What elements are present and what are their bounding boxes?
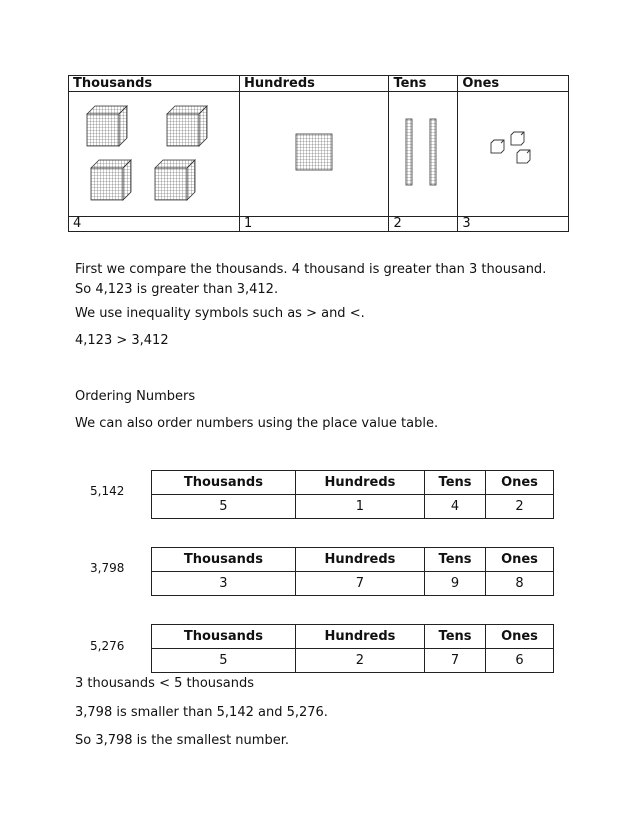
value-hundreds: 1 [239,217,389,232]
one-cubes-illustration [483,127,543,177]
number-label: 5,276 [90,639,125,653]
place-value-table [151,547,554,596]
value-tens: 9 [425,572,486,596]
value-thousands: 5 [152,495,296,519]
value-ones: 3 [458,217,569,232]
inequality-example: 4,123 > 3,412 [75,333,169,348]
header-thousands: Thousands [152,625,296,649]
value-ones: 2 [486,495,554,519]
hundreds-flat-cell [239,92,389,217]
header-ones: Ones [458,76,569,92]
tens-rods-cell [389,92,458,217]
header-ones: Ones [486,625,554,649]
value-tens: 7 [425,649,486,673]
header-ones: Ones [486,548,554,572]
header-thousands: Thousands [152,548,296,572]
number-label: 3,798 [90,561,125,575]
compare-paragraph: First we compare the thousands. 4 thousand is greater than 3 thousand. So 4,123 is greater than 3,412. [75,262,547,297]
header-hundreds: Hundreds [295,471,424,495]
value-thousands: 3 [152,572,296,596]
value-hundreds: 1 [295,495,424,519]
place-value-table [151,624,554,673]
value-ones: 8 [486,572,554,596]
header-thousands: Thousands [69,76,240,92]
ten-rods-illustration [398,117,448,187]
header-ones: Ones [486,471,554,495]
header-hundreds: Hundreds [239,76,389,92]
header-tens: Tens [425,625,486,649]
value-thousands: 4 [69,217,240,232]
place-value-table-blocks [68,75,569,232]
number-label: 5,142 [90,484,125,498]
conclusion-3: So 3,798 is the smallest number. [75,733,289,748]
value-thousands: 5 [152,649,296,673]
value-ones: 6 [486,649,554,673]
value-tens: 4 [425,495,486,519]
header-thousands: Thousands [152,471,296,495]
place-value-table [151,470,554,519]
header-hundreds: Hundreds [295,548,424,572]
hundred-flat-illustration [294,132,334,172]
thousand-cubes-illustration [71,92,236,212]
header-tens: Tens [425,548,486,572]
section-heading: Ordering Numbers [75,389,196,404]
header-tens: Tens [389,76,458,92]
header-tens: Tens [425,471,486,495]
ones-cubes-cell [458,92,569,217]
value-tens: 2 [389,217,458,232]
conclusion-2: 3,798 is smaller than 5,142 and 5,276. [75,705,328,720]
header-hundreds: Hundreds [295,625,424,649]
ordering-paragraph: We can also order numbers using the place value table. [75,416,439,431]
conclusion-1: 3 thousands < 5 thousands [75,676,255,691]
value-hundreds: 2 [295,649,424,673]
thousands-blocks-cell [69,92,240,217]
value-hundreds: 7 [295,572,424,596]
inequality-paragraph: We use inequality symbols such as > and <. [75,306,365,321]
